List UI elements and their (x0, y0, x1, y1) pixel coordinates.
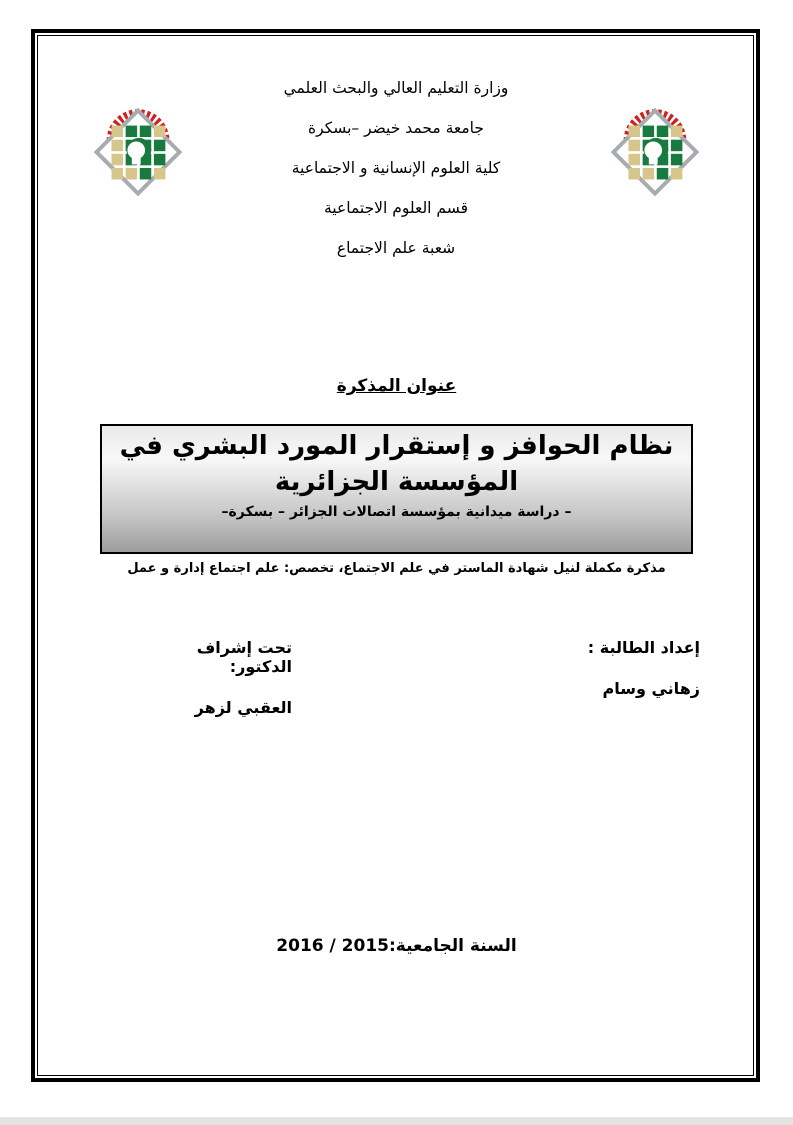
degree-requirement-line: مذكرة مكملة لنيل شهادة الماستر في علم الاجتماع، تخصص: علم اجتماع إدارة و عمل (127, 561, 666, 576)
student-credit-block (530, 638, 700, 698)
thesis-subtitle: – دراسة ميدانية بمؤسسة اتصالات الجزائر – بسكرة– (221, 504, 572, 520)
student-name: زهاني وسام (602, 679, 700, 698)
division-line: شعبة علم الاجتماع (336, 239, 456, 257)
supervisor-credit-block (147, 638, 292, 717)
university-logo-icon (601, 92, 709, 198)
thesis-title-box (100, 424, 693, 554)
thesis-title: نظام الحوافز و إستقرار المورد البشري في المؤسسة الجزائرية (119, 431, 674, 497)
institution-header (196, 68, 596, 268)
academic-year-line: السنة الجامعية:2015 / 2016 (276, 936, 517, 956)
faculty-line: كلية العلوم الإنسانية و الاجتماعية (291, 159, 501, 177)
university-logo-icon (84, 92, 192, 198)
university-line: جامعة محمد خيضر –بسكرة (308, 119, 484, 137)
supervisor-name: العقبي لزهر (194, 698, 292, 717)
department-line: قسم العلوم الاجتماعية (324, 199, 468, 217)
ministry-line: وزارة التعليم العالي والبحث العلمي (283, 79, 509, 97)
student-label: إعداد الطالبة : (587, 638, 700, 657)
window-bottom-edge (0, 1117, 793, 1125)
memo-title-heading-text: عنوان المذكرة (336, 376, 457, 396)
supervisor-label: تحت إشراف الدكتور: (196, 638, 292, 676)
memo-title-heading (0, 376, 793, 396)
